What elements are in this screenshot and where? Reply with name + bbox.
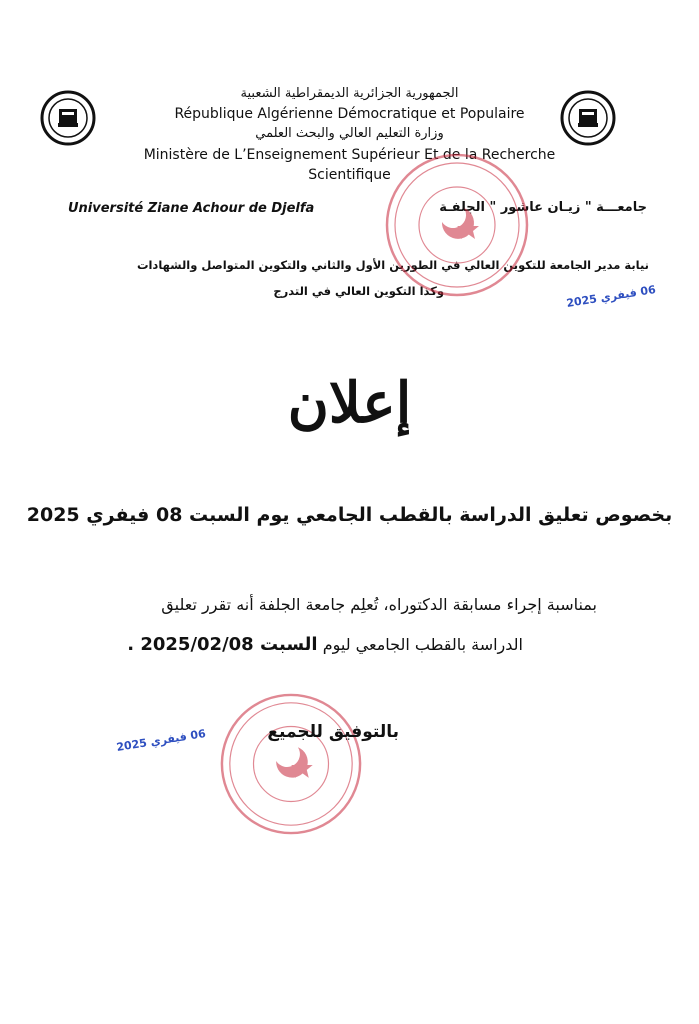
announcement-body-line-2 — [127, 634, 523, 655]
announcement-body-line-2-text: الدراسة بالقطب الجامعي ليوم — [322, 635, 523, 654]
department-line-1: نيابة مدير الجامعة للتكوين العالي في الطورين الأول والثاني والتكوين المتواصل والشهادات — [136, 258, 649, 272]
announcement-date-highlight: السبت 2025/02/08 . — [127, 634, 318, 655]
department-line-2: وكذا التكوين العالي في التدرج — [273, 284, 444, 298]
closing-text: بالتوفيق للجميع — [267, 722, 399, 742]
date-stamp-top: 06 فيفري 2025 — [565, 283, 657, 310]
announcement-subject: بخصوص تعليق الدراسة بالقطب الجامعي يوم السبت 08 فيفري 2025 — [26, 504, 673, 526]
header-ministry-french-line2: Scientifique — [308, 167, 391, 183]
header-republic-french: République Algérienne Démocratique et Populaire — [174, 106, 525, 122]
header-republic-arabic: الجمهورية الجزائرية الديمقراطية الشعبية — [240, 86, 459, 101]
date-stamp-bottom: 06 فيفري 2025 — [115, 727, 207, 754]
university-name-arabic: جامعـــة " زيـان عاشور " الجلفـة — [439, 200, 647, 215]
header-ministry-french-line1: Ministère de L’Enseignement Supérieur Et de la Recherche — [143, 147, 556, 163]
announcement-title: إعلان — [287, 370, 412, 436]
announcement-body-line-1: بمناسبة إجراء مسابقة الدكتوراه، تُعلِم جامعة الجلفة أنه تقرر تعليق — [161, 595, 597, 614]
official-seal-top — [382, 150, 532, 300]
university-name-french: Université Ziane Achour de Djelfa — [68, 201, 315, 216]
header-ministry-arabic: وزارة التعليم العالي والبحث العلمي — [255, 126, 444, 141]
official-seal-bottom — [217, 690, 365, 838]
